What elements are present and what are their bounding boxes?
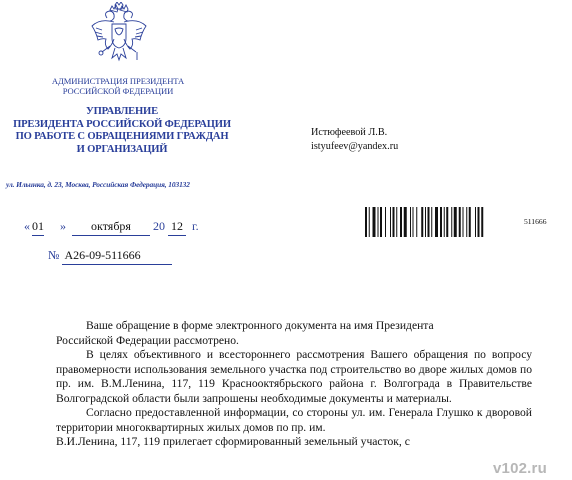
dept-line-4: И ОРГАНИЗАЦИЙ: [76, 143, 168, 155]
paragraph-2: В целях объективного и всестороннего рассмотрения Вашего обращения по вопросу правомерности использования земельного участка под строительство во дворе жилых домов по пр. им. В.М.Ленина, 117, 119 Краснооктябрьского района г. Волгограда в Правительстве Волгоградской области были запрошены необходимые документы и материалы.: [56, 348, 532, 405]
date-year-prefix: 20: [153, 219, 165, 233]
barcode-bar: [369, 207, 370, 237]
addressee-block: [311, 126, 398, 154]
date-quote-open: «: [24, 219, 30, 233]
barcode-bar: [466, 207, 467, 237]
admin-line-1: АДМИНИСТРАЦИЯ ПРЕЗИДЕНТА: [51, 76, 185, 86]
date-month: октября: [72, 219, 150, 236]
paragraph-3: Согласно предоставленной информации, со стороны ул. им. Генерала Глушко к дворовой территории многоквартирных жилых домов по пр. им.: [56, 406, 532, 434]
barcode-bar: [413, 207, 414, 237]
barcode-bar: [435, 207, 438, 237]
barcode-number: 511666: [524, 217, 547, 226]
addressee-name: Истюфеевой Л.В.: [311, 127, 388, 138]
barcode-bar: [481, 207, 483, 237]
barcode-bar: [380, 207, 382, 237]
barcode-bar: [416, 207, 417, 237]
barcode-bar: [390, 207, 391, 237]
addressee-email: istyufeev@yandex.ru: [311, 141, 399, 152]
dept-line-3: ПО РАБОТЕ С ОБРАЩЕНИЯМИ ГРАЖДАН: [15, 131, 229, 143]
number-symbol: №: [48, 248, 60, 262]
barcode-bar: [396, 207, 397, 237]
admin-line-2: РОССИЙСКОЙ ФЕДЕРАЦИИ: [62, 86, 174, 96]
barcode-bar: [431, 207, 432, 237]
double-headed-eagle-emblem-icon: [88, 2, 150, 68]
paragraph-3-last-line: В.И.Ленина, 117, 119 прилегает сформированный земельный участок, с: [56, 435, 410, 448]
reference-number-row: [48, 248, 172, 265]
date-day: 01: [32, 219, 44, 236]
barcode-icon: [365, 207, 517, 237]
barcode-bar: [385, 207, 386, 237]
barcode-bar: [463, 207, 464, 237]
paragraph-1-line-2: Российской Федерации рассмотрено.: [56, 333, 239, 347]
dept-line-1: УПРАВЛЕНИЕ: [86, 106, 158, 117]
barcode-bar: [410, 207, 411, 237]
barcode-bar: [475, 207, 476, 237]
barcode-bar: [373, 207, 376, 237]
watermark: v102.ru: [493, 460, 547, 477]
reference-number: А26-09-511666: [62, 248, 172, 265]
date-year-abbr: г.: [192, 219, 199, 233]
barcode-bar: [404, 207, 407, 237]
dept-line-2: ПРЕЗИДЕНТА РОССИЙСКОЙ ФЕДЕРАЦИИ: [13, 118, 231, 130]
barcode-bar: [459, 207, 461, 237]
letterhead-address: ул. Ильинка, д. 23, Москва, Российская Федерация, 103132: [6, 180, 190, 189]
barcode-bar: [428, 207, 430, 237]
administration-header: [30, 76, 206, 96]
barcode-bar: [451, 207, 452, 237]
barcode-bar: [378, 207, 379, 237]
barcode-bar: [440, 207, 442, 237]
barcode-bar: [400, 207, 402, 237]
barcode-bar: [425, 207, 426, 237]
letter-body: [56, 319, 532, 450]
date-quote-close: »: [60, 219, 66, 233]
barcode-bar: [393, 207, 395, 237]
department-header: [6, 106, 238, 156]
barcode-bar: [478, 207, 480, 237]
barcode-bar: [365, 207, 367, 237]
date-year-suffix: 12: [168, 219, 186, 236]
barcode-bar: [454, 207, 457, 237]
barcode-bar: [446, 207, 448, 237]
barcode-bar: [421, 207, 423, 237]
barcode-bar: [444, 207, 445, 237]
paragraph-1-line-1: Ваше обращение в форме электронного документа на имя Президента: [86, 319, 434, 332]
barcode-bar: [469, 207, 471, 237]
